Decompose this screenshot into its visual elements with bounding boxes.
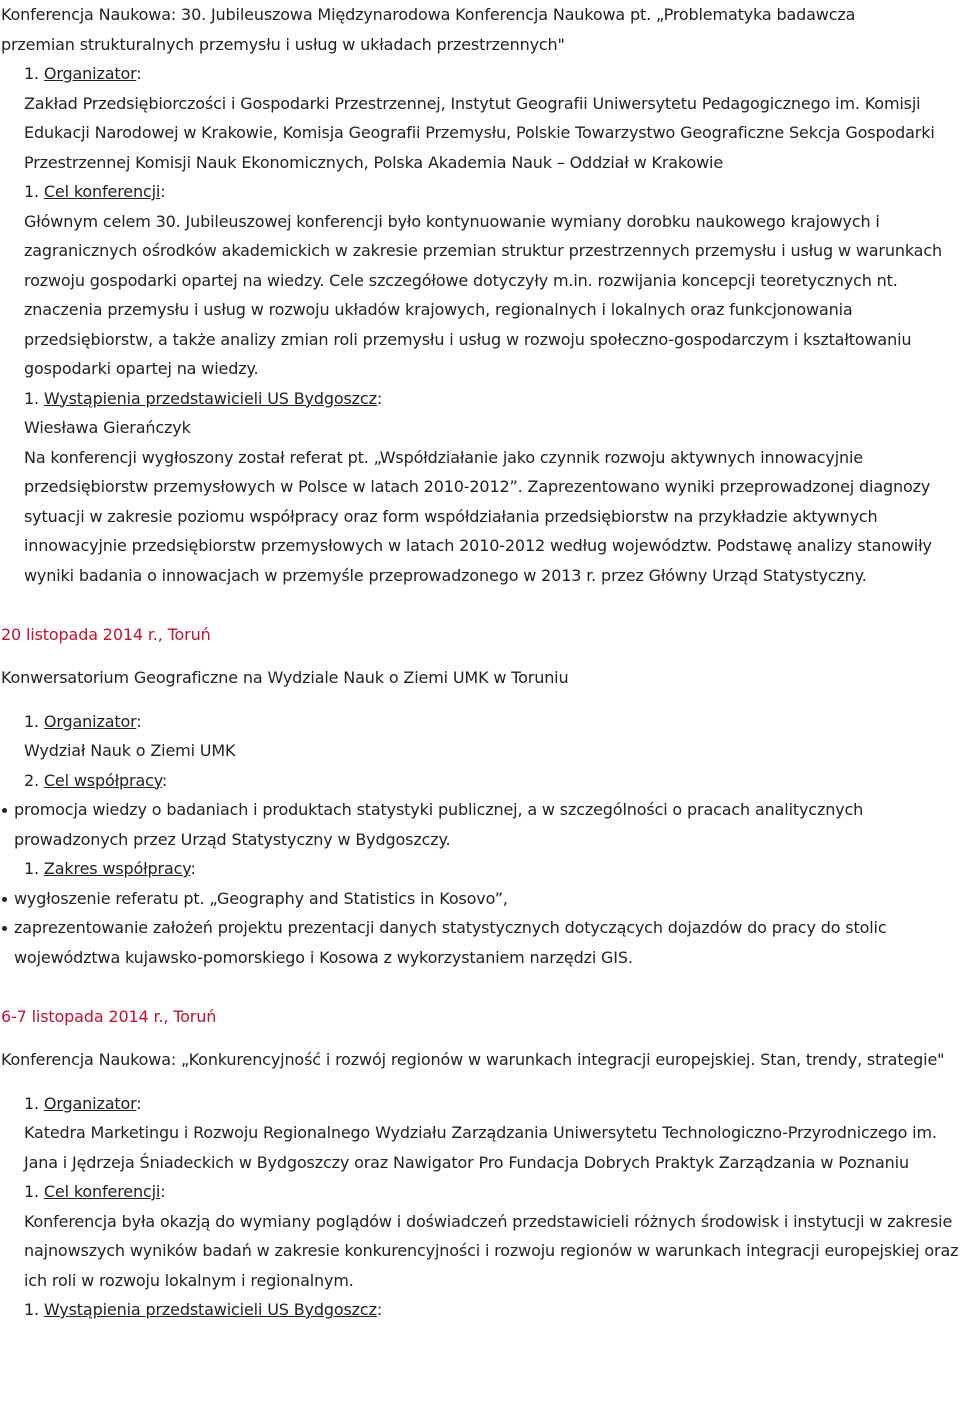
cooperation-scope-heading: 1. Zakres współpracy: xyxy=(24,859,196,878)
event-section-3 xyxy=(0,1002,960,1325)
list-item: promocja wiedzy o badaniach i produktach statystyki publicznej, a w szczególności o pracach analitycznych prowadzonych przez Urząd Statystyczny w Bydgoszczy. xyxy=(0,795,960,854)
goal-label: Cel konferencji xyxy=(43,182,161,201)
place-text: , Toruń xyxy=(163,1006,217,1026)
goal-label: Cel konferencji xyxy=(43,1182,161,1201)
event-date xyxy=(0,620,960,650)
speech-label: Wystąpienia przedstawicieli US Bydgoszcz xyxy=(43,388,377,408)
goal-heading: 1. Cel konferencji: xyxy=(24,182,166,201)
speech-heading: 1. Wystąpienia przedstawicieli US Bydgoszcz: xyxy=(24,1300,383,1319)
date-text: 20 listopada 2014 r. xyxy=(1,624,158,644)
event-title: Konferencja Naukowa: 30. Jubileuszowa Międzynarodowa Konferencja Naukowa pt. „Problematyka badawcza przemian strukturalnych przemysłu i usług w układach przestrzennych" xyxy=(1,5,856,54)
event-title: Konferencja Naukowa: „Konkurencyjność i rozwój regionów w warunkach integracji europejskiej. Stan, trendy, strategie" xyxy=(1,1050,945,1069)
list-item: zaprezentowanie założeń projektu prezentacji danych statystycznych dotyczących dojazdów do pracy do stolic województwa kujawsko-pomorskiego i Kosowa z wykorzystaniem narzędzi GIS. xyxy=(0,913,960,972)
event-title: Konwersatorium Geograficzne na Wydziale Nauk o Ziemi UMK w Toruniu xyxy=(1,668,569,687)
event-section-2 xyxy=(0,620,960,973)
date-text: 6-7 listopada 2014 r. xyxy=(1,1006,164,1026)
spacer xyxy=(0,972,960,1002)
organizer-label: Organizator xyxy=(43,1093,137,1113)
event-date xyxy=(0,1002,960,1032)
goal-text: Konferencja była okazją do wymiany poglądów i doświadczeń przedstawicieli różnych środowisk i instytucji w zakresie najnowszych wyników badań w zakresie konkurencyjności i rozwoju regionów w warunkach integracji europejskiej oraz ich roli w rozwoju lokalnym i regionalnym. xyxy=(24,1211,959,1290)
speech-heading: 1. Wystąpienia przedstawicieli US Bydgoszcz: xyxy=(24,388,383,408)
cooperation-goal-heading: 2. Cel współpracy: xyxy=(24,770,168,790)
cooperation-goal-label: Cel współpracy xyxy=(43,770,162,790)
goal-heading: 1. Cel konferencji: xyxy=(24,1182,166,1201)
goal-text: Głównym celem 30. Jubileuszowej konferencji było kontynuowanie wymiany dorobku naukowego krajowych i zagranicznych ośrodków akademickich w zakresie przemian struktur przestrzennych przemysłu i usług w warunkach rozwoju gospodarki opartej na wiedzy. Cele szczegółowe dotyczyły m.in. rozwijania koncepcji teoretycznych nt. znaczenia przemysłu i usług w rozwoju układów krajowych, regionalnych i lokalnych oraz funkcjonowania przedsiębiorstw, a także analizy zmian roli przemysłu i usług w rozwoju społeczno-gospodarczym i kształtowaniu gospodarki opartej na wiedzy. xyxy=(24,211,942,378)
organizer-heading: 1. Organizator: xyxy=(24,64,142,83)
organizer-text: Wydział Nauk o Ziemi UMK xyxy=(24,741,236,760)
organizer-text: Zakład Przedsiębiorczości i Gospodarki Przestrzennej, Instytut Geografii Uniwersytetu Pedagogicznego im. Komisji Edukacji Narodowej w Krakowie, Komisja Geografii Przemysłu, Polskie Towarzystwo Geograficzne Sekcja Gospodarki Przestrzennej Komisji Nauk Ekonomicznych, Polska Akademia Nauk – Oddział w Krakowie xyxy=(24,93,935,172)
organizer-label: Organizator xyxy=(43,64,137,83)
event-section-1 xyxy=(0,0,960,590)
speech-text: Na konferencji wygłoszony został referat pt. „Współdziałanie jako czynnik rozwoju aktywnych innowacyjnie przedsiębiorstw przemysłowych w Polsce w latach 2010-2012”. Zaprezentowano wyniki przeprowadzonej diagnozy sytuacji w zakresie poziomu współpracy oraz form współdziałania przedsiębiorstw na przykładzie aktywnych innowacyjnie przedsiębiorstw przemysłowych w latach 2010-2012 według województw. Podstawę analizy stanowiły wyniki badania o innowacjach w przemyśle przeprowadzonego w 2013 r. przez Główny Urząd Statystyczny. xyxy=(24,447,932,585)
organizer-text: Katedra Marketingu i Rozwoju Regionalnego Wydziału Zarządzania Uniwersytetu Technologiczno-Przyrodniczego im. Jana i Jędrzeja Śniadeckich w Bydgoszczy oraz Nawigator Pro Fundacja Dobrych Praktyk Zarządzania w Poznaniu xyxy=(24,1123,937,1172)
speech-label: Wystąpienia przedstawicieli US Bydgoszcz xyxy=(43,1300,377,1319)
organizer-label: Organizator xyxy=(43,711,137,731)
place-text: , Toruń xyxy=(157,624,211,644)
organizer-heading: 1. Organizator: xyxy=(24,1093,142,1113)
cooperation-scope-label: Zakres współpracy xyxy=(43,859,191,878)
list-item: wygłoszenie referatu pt. „Geography and Statistics in Kosovo”, xyxy=(0,884,960,914)
organizer-heading: 1. Organizator: xyxy=(24,711,142,731)
speaker-name: Wiesława Gierańczyk xyxy=(24,418,191,437)
spacer xyxy=(0,590,960,620)
